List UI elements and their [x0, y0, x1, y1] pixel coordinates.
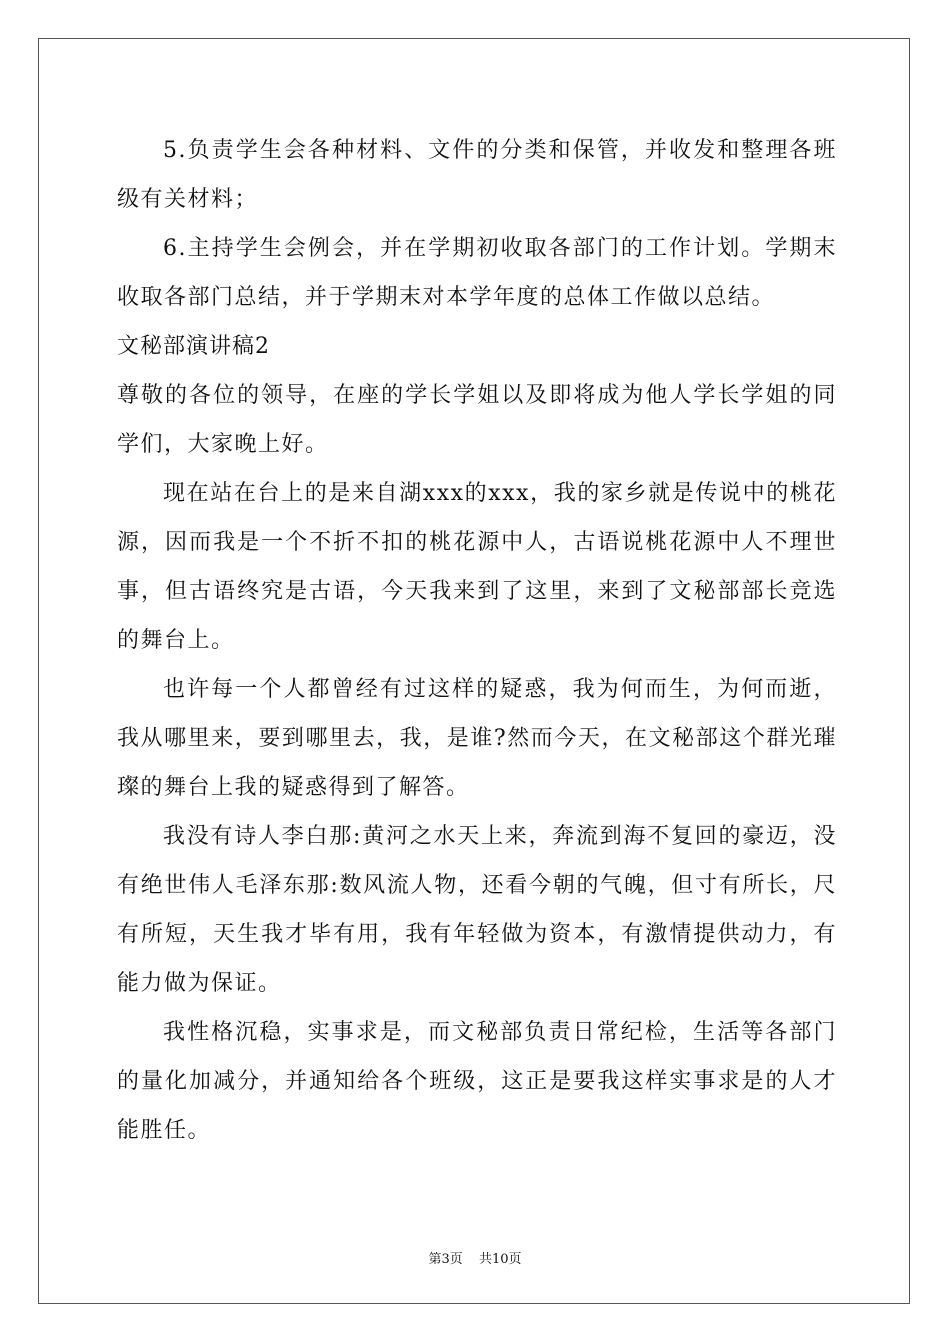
document-body	[117, 126, 837, 1155]
page-footer	[0, 1248, 950, 1267]
paragraph: 6.主持学生会例会，并在学期初收取各部门的工作计划。学期末收取各部门总结，并于学期末对本学年度的总体工作做以总结。	[117, 236, 837, 310]
section-heading: 文秘部演讲稿2	[117, 334, 270, 359]
paragraph: 5.负责学生会各种材料、文件的分类和保管，并收发和整理各班级有关材料；	[117, 138, 837, 212]
page-number: 第3页	[428, 1252, 463, 1267]
paragraph: 我没有诗人李白那:黄河之水天上来，奔流到海不复回的豪迈，没有绝世伟人毛泽东那:数风流人物，还看今朝的气魄，但寸有所长，尺有所短，天生我才毕有用，我有年轻做为资本，有激情提供动力，有能力做为保证。	[117, 824, 837, 996]
paragraph: 我性格沉稳，实事求是，而文秘部负责日常纪检，生活等各部门的量化加减分，并通知给各个班级，这正是要我这样实事求是的人才能胜任。	[117, 1020, 837, 1143]
page-total: 共10页	[478, 1252, 522, 1267]
paragraph: 现在站在台上的是来自湖xxx的xxx，我的家乡就是传说中的桃花源，因而我是一个不折不扣的桃花源中人，古语说桃花源中人不理世事，但古语终究是古语，今天我来到了这里，来到了文秘部部长竞选的舞台上。	[117, 481, 837, 653]
paragraph: 尊敬的各位的领导，在座的学长学姐以及即将成为他人学长学姐的同学们，大家晚上好。	[117, 383, 837, 457]
paragraph: 也许每一个人都曾经有过这样的疑惑，我为何而生，为何而逝，我从哪里来，要到哪里去，我，是谁?然而今天，在文秘部这个群光璀璨的舞台上我的疑惑得到了解答。	[117, 677, 837, 800]
